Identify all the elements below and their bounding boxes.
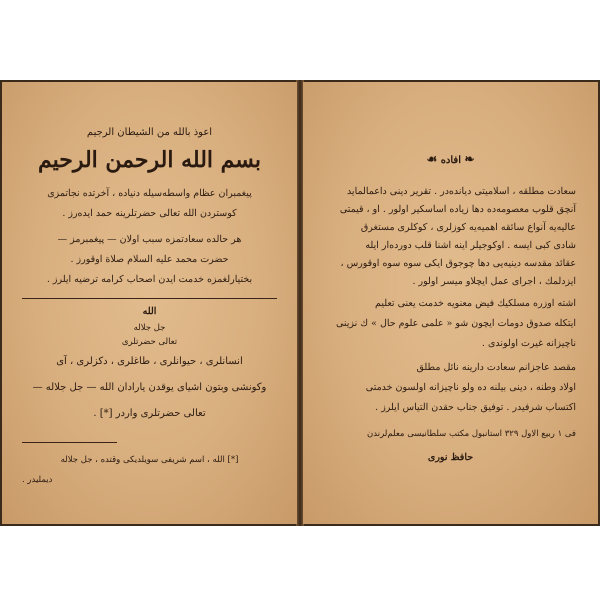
heading-text: افاده (440, 155, 461, 166)
text-line-7: اشته اوزره مسلكیك فیض معنویه خدمت یعنی تعلیم (375, 298, 576, 309)
text-line-12: اكتساب شرفیدر . توفیق جناب حقدن التیاس ایلرز . (375, 402, 576, 413)
taala-line: تعالى حضرتلری (121, 337, 178, 347)
signature: حافظ نوری (427, 452, 474, 463)
footnote-line-2: دیملیدر . (22, 475, 53, 485)
text-line-6: ایزدلمك ، اجرای عمل ایچلاو میسر اولور . (412, 276, 576, 287)
left-page (2, 82, 297, 524)
footnote-line-1: [*] الله ، اسم شریفی سویلدیكی وقتده ، جل جلاله (60, 455, 239, 465)
text-line-9: ناچیزانه غیرت اولوندی . (481, 338, 576, 349)
text-line-5: عقائد مقدسه دینیه‌یی دها چوجوق ایکی سوه سوه اوقورس ، (340, 258, 576, 269)
body-line-1: انسانلری ، حیوانلری ، طاغلری ، دكزلری ، آی (56, 356, 243, 367)
page-heading (303, 152, 598, 166)
text-line-1: سعادت مطلقه ، اسلامیتی دیانده‌در . تقریر دینی داعمالماید (346, 186, 576, 197)
body-line-2: وكونشی وبتون اشیای یوقدن یارادان الله — جل جلاله — (32, 382, 267, 393)
allah-word: الله (142, 306, 157, 317)
text-line-4: شادی کبی ایسه . اوکوجیلر اینه اشنا قلب دورده‌ار ایله (365, 240, 576, 251)
basmala: بسم الله الرحمن الرحيم (37, 147, 262, 173)
right-page (303, 82, 598, 524)
jalla-line: جل جلاله (133, 323, 166, 333)
opening-line: اعوذ بالله من الشيطان الرجيم (86, 127, 213, 138)
fleuron-icon: ❧ (464, 152, 475, 166)
intro-line-3: هر حالده سعادتمزه سبب اولان — پیغمبرمز — (57, 234, 242, 245)
body-line-3: تعالى حضرتلری واردر [*] . (93, 408, 206, 419)
text-line-8: ایتکله صدوق دومات ایچون شو « علمی علوم حال » ك نزینی (335, 318, 576, 329)
intro-line-1: پیغمبران عظام واسطه‌سیله دنیاده ، آخرتده نجاتمزی (47, 188, 252, 199)
date-line: فی ۱ ربیع الاول ۳۲۹ استانبول مكتب سلطانیسی معلم‌لرندن (367, 429, 576, 439)
text-line-10: مقصد عاجزانم سعادت دارینه نائل مطلق (416, 362, 576, 373)
intro-line-5: بختیارلغمزه خدمت ایدن اصحاب كرامه ترضیه ایلرز . (46, 274, 253, 285)
book-spread (0, 80, 600, 526)
text-line-2: آنچق قلوب معصومه‌ده دها زیاده اساسكیر اولور . او ، قیمتی (339, 204, 576, 215)
intro-line-4: حضرت محمد علیه السلام صلاة اوقورز . (70, 254, 229, 265)
text-line-3: عاليه‌یه آنواع سائقه اهمیه‌یه کوزلری ، كوكلری مستغرق (360, 222, 576, 233)
text-line-11: اولاد وطنه ، دینی بیلنه ده ولو ناچیزانه اولسون خدمتی (365, 382, 576, 393)
fleuron-icon: ☙ (426, 152, 438, 166)
divider-rule (22, 298, 277, 299)
intro-line-2: كوستردن الله تعالى حضرتلرینه حمد ایدەرز . (62, 208, 237, 219)
footnote-rule (22, 442, 117, 443)
